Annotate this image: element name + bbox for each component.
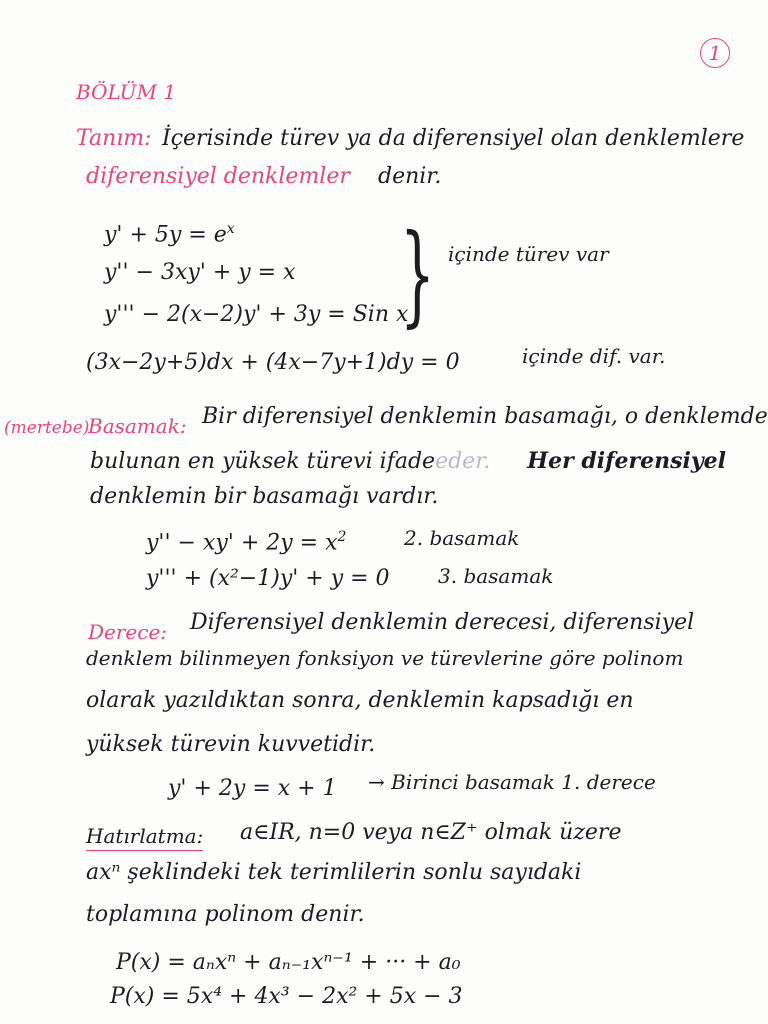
example-equation-4-note: içinde dif. var. — [522, 344, 666, 368]
order-example-1-text: y'' − xy' + 2y = x — [146, 530, 338, 556]
degree-example: y' + 2y = x + 1 — [168, 776, 337, 801]
example-equation-1-exponent: x — [226, 221, 235, 237]
section-heading: BÖLÜM 1 — [76, 80, 177, 104]
order-line-2 — [90, 450, 726, 473]
reminder-label — [86, 826, 203, 846]
definition-term: diferensiyel denklemler — [86, 164, 350, 189]
example-equation-1-text: y' + 5y = e — [104, 222, 227, 248]
order-example-1-note: 2. basamak — [404, 526, 520, 550]
definition-label: Tanım: — [76, 126, 152, 151]
order-example-2: y''' + (x²−1)y' + y = 0 — [146, 566, 390, 591]
degree-line-3: olarak yazıldıktan sonra, denklemin kapsadığı en — [86, 688, 634, 713]
brace-note: içinde türev var — [448, 242, 609, 266]
degree-label: Derece: — [88, 620, 168, 644]
degree-line-1: Diferensiyel denklemin derecesi, diferensiyel — [190, 610, 695, 635]
definition-line-1: İçerisinde türev ya da diferensiyel olan denklemlere — [162, 126, 745, 151]
degree-line-4: yüksek türevin kuvvetidir. — [86, 732, 376, 757]
right-brace-icon: } — [400, 210, 435, 338]
reminder-line-1: a∈IR, n=0 veya n∈Z⁺ olmak üzere — [240, 820, 622, 845]
degree-line-2: denklem bilinmeyen fonksiyon ve türevlerine göre polinom — [86, 646, 684, 670]
order-line-2-start: bulunan en yüksek türevi — [90, 449, 373, 474]
polynomial-general-form: P(x) = aₙxⁿ + aₙ₋₁xⁿ⁻¹ + ··· + a₀ — [116, 950, 461, 975]
order-example-2-note: 3. basamak — [438, 564, 554, 588]
example-equation-3: y''' − 2(x−2)y' + 3y = Sin x — [104, 302, 409, 327]
order-example-1-exponent: 2 — [337, 529, 347, 545]
example-equation-4: (3x−2y+5)dx + (4x−7y+1)dy = 0 — [86, 350, 460, 375]
order-line-3: denklemin bir basamağı vardır. — [90, 484, 439, 509]
order-line-2-end: Her diferensiyel — [527, 448, 726, 474]
degree-example-note: → Birinci basamak 1. derece — [368, 770, 656, 794]
order-label: Basamak: — [88, 414, 187, 438]
reminder-label-text: Hatırlatma: — [86, 824, 203, 851]
polynomial-example: P(x) = 5x⁴ + 4x³ − 2x² + 5x − 3 — [110, 984, 463, 1009]
example-equation-2: y'' − 3xy' + y = x — [104, 260, 296, 285]
order-aside-label: (mertebe) — [4, 418, 90, 438]
example-equation-1 — [104, 222, 235, 246]
order-line-2-express: ifade — [379, 449, 436, 474]
definition-tail: denir. — [378, 164, 442, 189]
order-line-1: Bir diferensiyel denklemin basamağı, o denklemde — [202, 404, 768, 429]
reminder-line-2: axⁿ şeklindeki tek terimlilerin sonlu sayıdaki — [86, 860, 582, 885]
reminder-line-3: toplamına polinom denir. — [86, 902, 365, 927]
order-line-2-faded: eder. — [435, 449, 491, 474]
page-number: 1 — [700, 38, 730, 68]
order-example-1 — [146, 530, 346, 554]
